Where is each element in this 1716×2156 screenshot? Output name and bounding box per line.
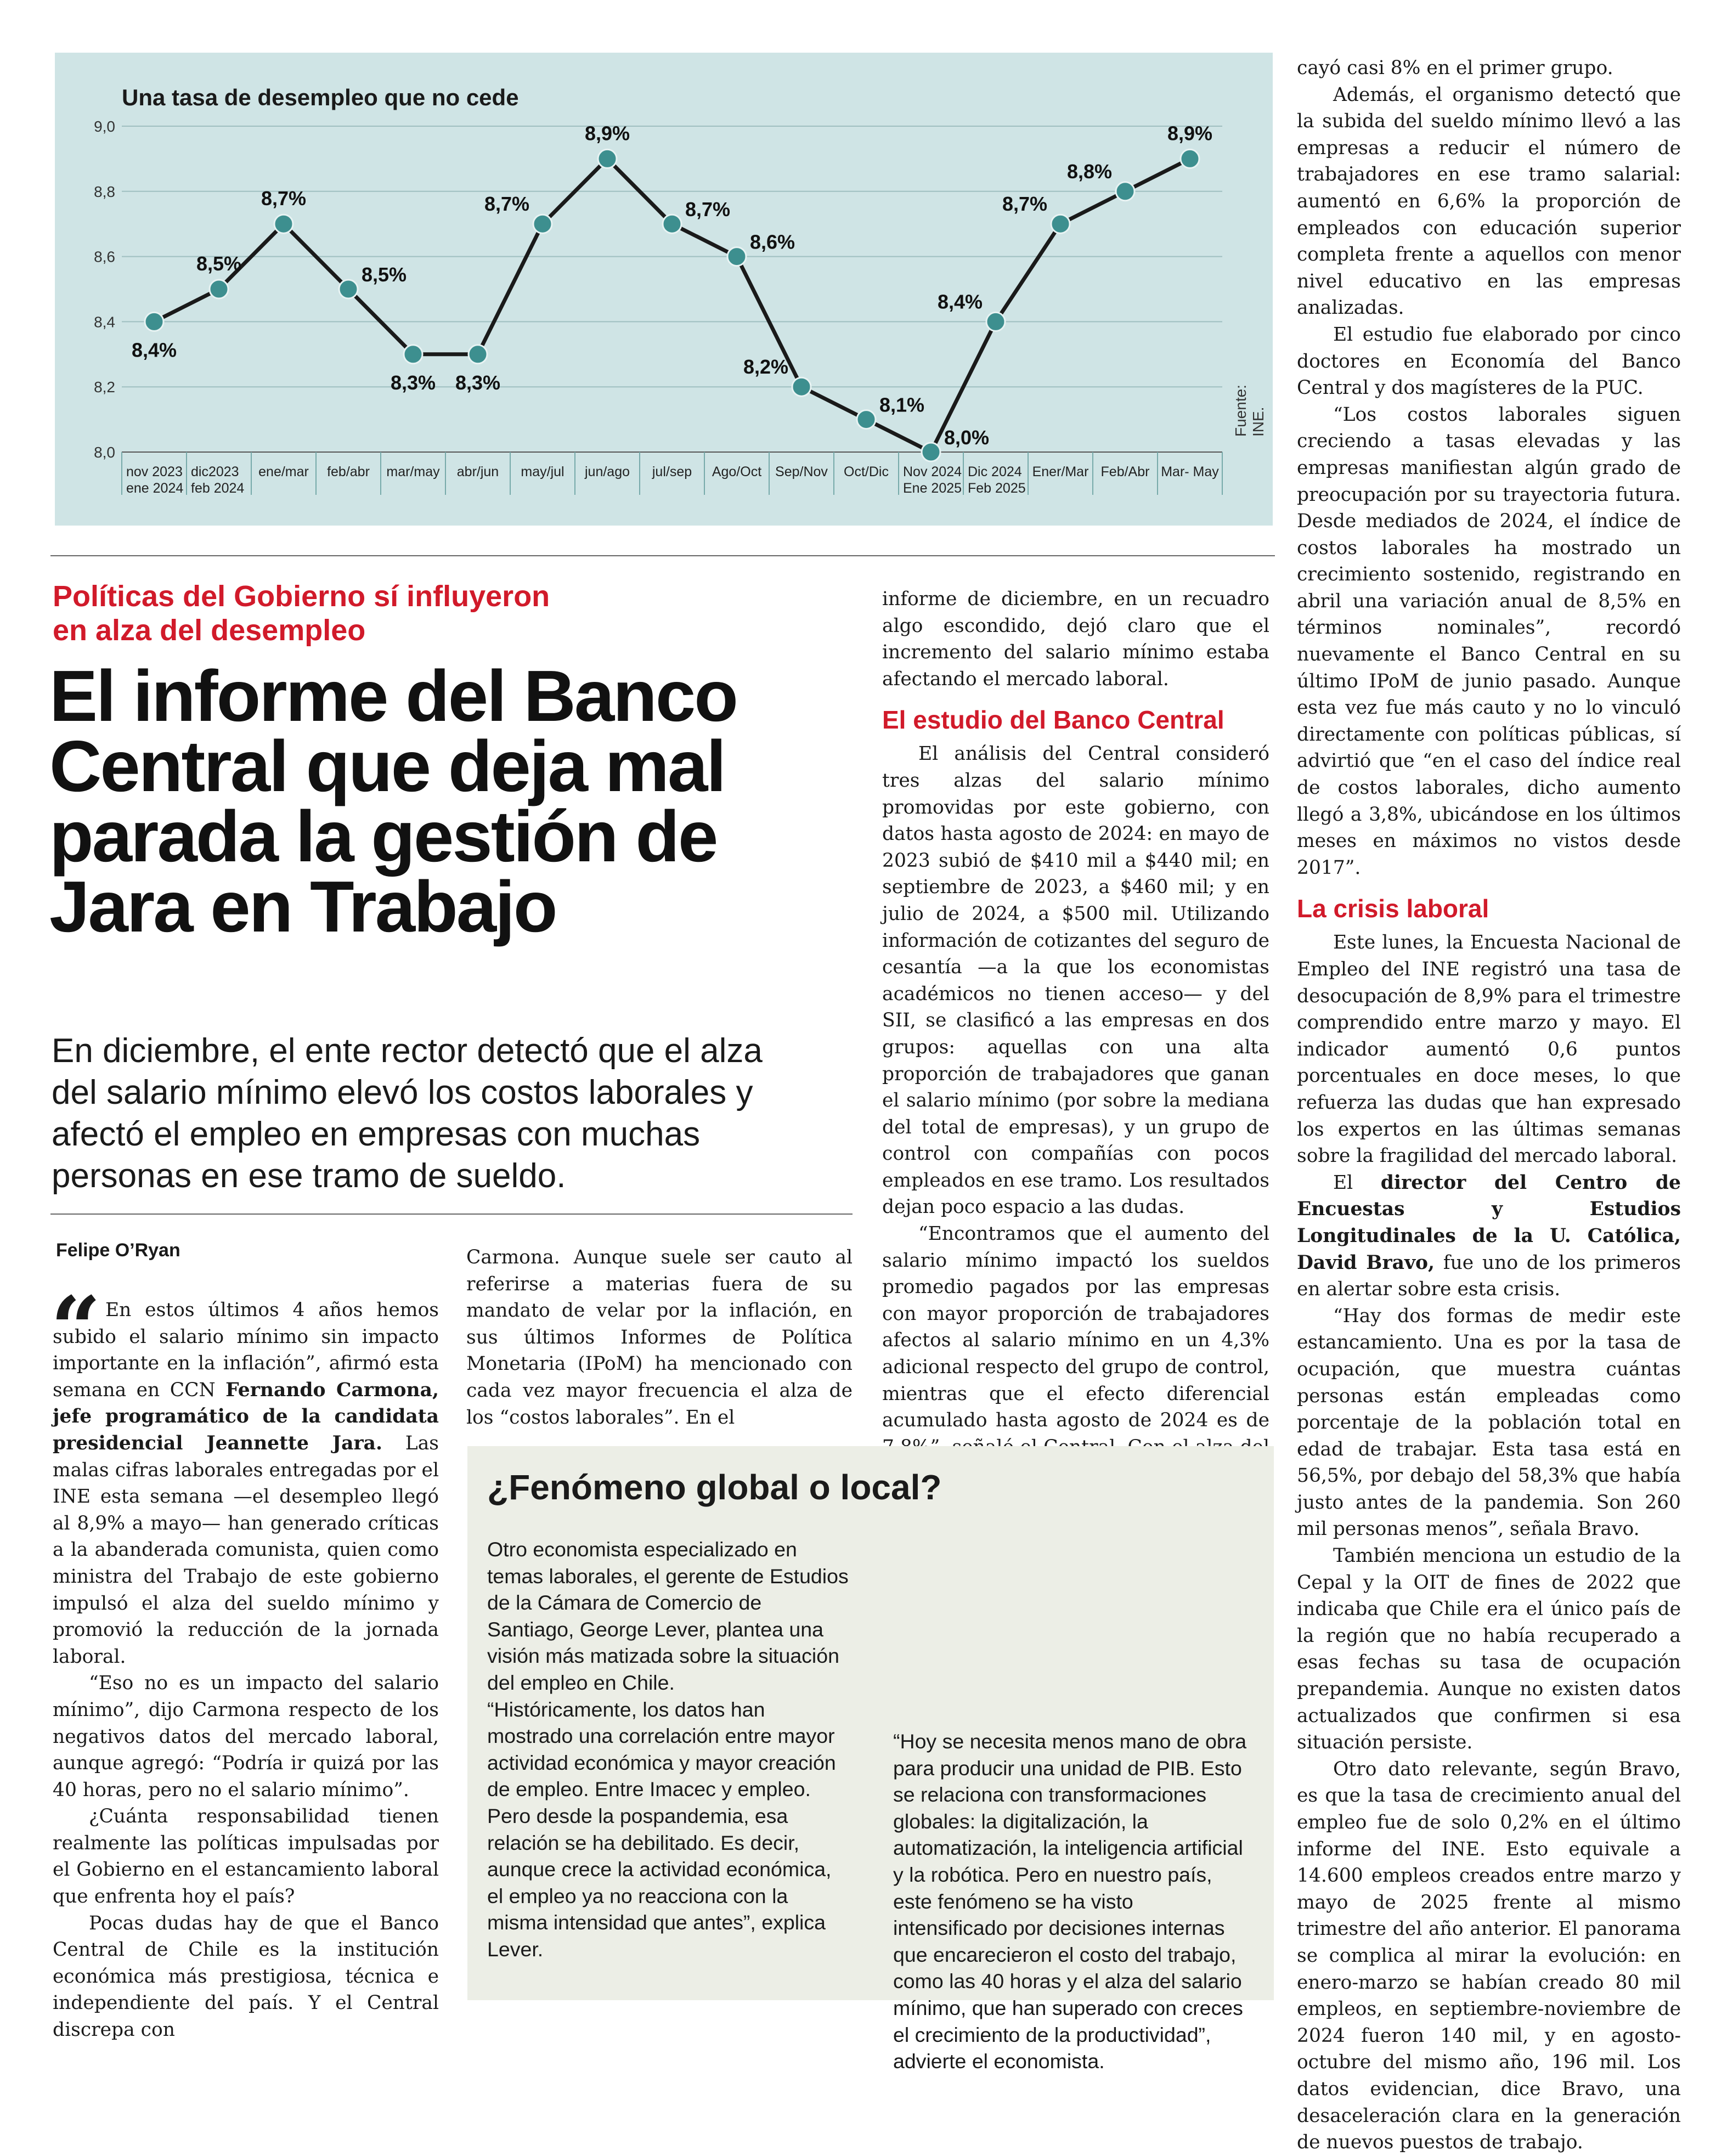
x-tick-label: nov 2023 (126, 464, 183, 479)
data-point (468, 345, 487, 364)
x-tick-label: jun/ago (584, 464, 630, 479)
paragraph: Pocas dudas hay de que el Banco Central de Chile es la institución económica más prestigiosa, técnica e independiente del país. Y el Central discrepa con (53, 1912, 439, 2041)
paragraph: “Los costos laborales siguen creciendo a tasas elevadas y las empresas manifiestan algún grado de preocupación por su trayectoria futura. Desde mediados de 2024, el índice de costos laborales ha mostrado un crecimiento sostenido, registrando en abril una variación anual de 8,5% en términos nominales”, recordó nuevamente el Banco Central en su último IPoM de junio pasado. Aunque esta vez fue más cauto y no lo vinculó directamente con políticas públicas, sí advirtió que “en el caso del índice real de costos laborales, dicho aumento llegó a 3,8%, ubicándose en los últimos meses en máximos no vistos desde 2017”. (1297, 403, 1681, 879)
paragraph: Además, el organismo detectó que la subida del sueldo mínimo llevó a las empresas a reducir el número de trabajadores en ese tramo salarial: aumentó en 6,6% la proporción de empleados con educación superior completa frente a aquellos con menor nivel educativo en las empresas analizadas. (1297, 83, 1681, 319)
y-tick-label: 9,0 (94, 118, 115, 135)
y-tick-label: 8,4 (94, 313, 115, 331)
data-label: 8,7% (1002, 193, 1047, 216)
x-tick-label: Ener/Mar (1032, 464, 1089, 479)
x-tick-label: Ene 2025 (903, 481, 962, 496)
y-tick-label: 8,8 (94, 183, 115, 200)
x-tick-label: ene/mar (258, 464, 309, 479)
headline-line: El informe del Banco (49, 656, 737, 736)
data-point (857, 410, 876, 429)
data-label: 8,7% (261, 187, 307, 210)
data-label: 8,6% (750, 230, 795, 253)
column-1 (53, 1297, 439, 2044)
data-point (986, 312, 1005, 331)
data-point (145, 312, 163, 331)
paragraph: El estudio fue elaborado por cinco doctores en Economía del Banco Central y dos magísteres de la PUC. (1297, 323, 1681, 399)
chart-title: Una tasa de desempleo que no cede (122, 84, 519, 110)
data-label: 8,9% (584, 122, 630, 145)
x-tick-label: mar/may (386, 464, 440, 479)
x-tick-label: Mar- May (1161, 464, 1219, 479)
data-point (1051, 215, 1070, 233)
data-label: 8,3% (390, 371, 436, 394)
data-point (404, 345, 422, 364)
subhead-crisis: La crisis laboral (1297, 894, 1489, 923)
data-point (339, 280, 358, 298)
x-tick-label: feb/abr (327, 464, 370, 479)
kicker-line: Políticas del Gobierno sí influyeron (53, 580, 550, 613)
data-label: 8,5% (362, 263, 407, 286)
paragraph: También menciona un estudio de la Cepal y la OIT de fines de 2022 que indicaba que Chile era el único país de la región que no había recuperado a esas fechas su tasa de ocupación prepandemia. Aunque no existen datos actualizados que confirmen si esa situación persiste. (1297, 1545, 1681, 1754)
paragraph: Otro economista especializado en temas laborales, el gerente de Estudios de la Cámara de Comercio de Santiago, George Lever, plantea una visión más matizada sobre la situación del empleo en Chile. (487, 1538, 849, 1694)
data-point (922, 443, 940, 461)
box-column-left (487, 1536, 849, 1963)
byline: Felipe O’Ryan (56, 1240, 180, 1261)
x-tick-label: abr/jun (456, 464, 499, 479)
x-tick-label: Dic 2024 (968, 464, 1022, 479)
paragraph: Otro dato relevante, según Bravo, es que la tasa de crecimiento anual del empleo fue de solo 0,2% en el último informe del INE. Esto equivale a 14.600 empleos creados entre marzo y mayo de 2025 frente al mismo trimestre del año anterior. El panorama se complica al mirar la evolución: en enero-marzo se habían creado 80 mil empleos, en septiembre-noviembre de 2024 fueron 140 mil, y en agosto-octubre del mismo año, 196 mil. Los datos evidencian, dice Bravo, una desaceleración clara en la generación de nuevos puestos de trabajo. (1297, 1758, 1681, 2154)
y-tick-label: 8,2 (94, 379, 115, 396)
paragraph: En estos últimos 4 años hemos subido el salario mínimo sin impacto importante en la inflación”, afirmó esta semana en CCN Fernando Carmona, jefe programático de la candidata presidencial Jeannette Jara. Las malas cifras laborales entregadas por el INE esta semana —el desempleo llegó al 8,9% a mayo— han generado críticas a la abanderada comunista, quien como ministra del Trabajo de este gobierno impulsó el alza del sueldo mínimo y promovió la reducción de la jornada laboral. (53, 1299, 439, 1668)
bold-name: Fernando Carmona, jefe programático de la candidata presidencial Jeannette Jara. (53, 1379, 439, 1454)
x-tick-label: Oct/Dic (844, 464, 889, 479)
paragraph: “Encontramos que el aumento del salario mínimo impactó los sueldos promedio pagados por las empresas con mayor proporción de trabajadores afectos al salario mínimo en un 4,3% adicional respecto del grupo de control, mientras que el efecto diferencial acumulado hasta agosto de 2024 es de (882, 1223, 1269, 1432)
paragraph: Este lunes, la Encuesta Nacional de Empleo del INE registró una tasa de desocupación de 8,9% para el trimestre comprendido entre marzo y mayo. El indicador aumentó 0,6 puntos porcentuales en doce meses, lo que refuerza las dudas que han expresado los expertos en las últimas semanas sobre la fragilidad del mercado laboral. (1297, 932, 1681, 1167)
chart-source: Fuente: INE. (1232, 385, 1267, 437)
data-label: 8,0% (944, 426, 990, 449)
data-point (598, 149, 617, 168)
data-point (533, 215, 552, 233)
box-column-right (893, 1728, 1251, 2075)
data-label: 8,4% (131, 338, 177, 362)
chart-plot (55, 53, 1273, 526)
sidebar-box (467, 1446, 1274, 2073)
paragraph: El director del Centro de Encuestas y Estudios Longitudinales de la U. Católica, David Bravo, fue uno de los primeros en alertar sobre esta crisis. (1297, 1171, 1681, 1301)
paragraph: informe de diciembre, en un recuadro algo escondido, dejó claro que el incremento del salario mínimo estaba afectando el mercado laboral. (882, 588, 1269, 690)
data-label: 8,5% (196, 252, 242, 275)
kicker-line: en alza del desempleo (53, 614, 366, 647)
headline-line: parada la gestión de (49, 796, 717, 877)
column-2 (466, 1244, 853, 1431)
x-tick-label: feb 2024 (191, 481, 245, 496)
data-point (1181, 149, 1199, 168)
data-point (727, 247, 746, 266)
quote-mark: “ (50, 1277, 101, 1380)
x-tick-label: dic2023 (191, 464, 239, 479)
data-point (210, 280, 228, 298)
data-label: 8,9% (1167, 122, 1213, 145)
divider-deck (50, 1214, 853, 1215)
deck-line: personas en ese tramo de sueldo. (52, 1157, 566, 1195)
x-tick-label: Feb/Abr (1100, 464, 1150, 479)
paragraph: “Hoy se necesita menos mano de obra para producir una unidad de PIB. Esto se relaciona con transformaciones globales: la digitalización, la automatización, la inteligencia artificial y la robótica. Pero en nuestro país, este fenómeno se ha visto intensificado por decisiones internas que encarecieron el costo del trabajo, como las 40 horas y el alza del salario mínimo, que han superado con creces el crecimiento de la productividad”, advierte el economista. (893, 1730, 1247, 2073)
column-3 (882, 586, 1269, 1487)
data-point (792, 377, 811, 396)
divider-top (50, 555, 1275, 556)
data-point (274, 215, 293, 233)
y-tick-label: 8,6 (94, 248, 115, 266)
headline-line: Jara en Trabajo (49, 866, 556, 947)
paragraph: cayó casi 8% en el primer grupo. (1297, 57, 1613, 79)
kicker (53, 579, 843, 647)
paragraph: “Históricamente, los datos han mostrado una correlación entre mayor actividad económica y mayor creación de empleo. Entre Imacec y empleo. Pero desde la pospandemia, esa relación se ha debilitado. Es decir, aunque crece la actividad económica, el empleo ya no reacciona con la misma intensidad que antes”, explica Lever. (487, 1697, 836, 1961)
deck-line: del salario mínimo elevó los costos laborales y (52, 1074, 753, 1111)
subhead-estudio: El estudio del Banco Central (882, 706, 1224, 735)
data-label: 8,1% (879, 393, 925, 416)
unemployment-chart (55, 53, 1273, 526)
headline-line: Central que deja mal (49, 726, 725, 806)
paragraph: “Hay dos formas de medir este estancamiento. Una es por la tasa de ocupación, que muestra cuántas personas están empleadas como porcentaje de la población total en edad de trabajar. Esta tasa está en 56,5%, por debajo del 58,3% que había justo antes de la pandemia. Son 260 mil personas menos”, señala Bravo. (1297, 1305, 1681, 1540)
deck (52, 1030, 863, 1197)
deck-line: afectó el empleo en empresas con muchas (52, 1115, 701, 1153)
data-point (1116, 182, 1134, 201)
x-tick-label: Feb 2025 (968, 481, 1026, 496)
box-title: ¿Fenómeno global o local? (487, 1468, 942, 1507)
x-tick-label: jul/sep (652, 464, 692, 479)
x-tick-label: Ago/Oct (712, 464, 762, 479)
deck-line: En diciembre, el ente rector detectó que el alza (52, 1032, 763, 1070)
data-label: 8,8% (1066, 160, 1112, 183)
paragraph: ¿Cuánta responsabilidad tienen realmente las políticas impulsadas por el Gobierno en el estancamiento laboral que enfrenta hoy el país? (53, 1805, 439, 1908)
bold-name: director del Centro de Encuestas y Estudios Longitudinales de la U. Católica, David Bravo, (1297, 1171, 1681, 1274)
y-tick-label: 8,0 (94, 444, 115, 461)
data-label: 8,7% (484, 193, 529, 216)
data-label: 8,3% (455, 371, 501, 394)
data-point (663, 215, 681, 233)
data-label: 8,2% (743, 355, 788, 379)
headline (49, 656, 861, 947)
column-4 (1297, 55, 1681, 2156)
paragraph: “Eso no es un impacto del salario mínimo”, dijo Carmona respecto de los negativos datos del mercado laboral, aunque agregó: “Podría ir quizá por las 40 horas, pero no el salario mínimo”. (53, 1672, 439, 1801)
paragraph: El análisis del Central consideró tres alzas del salario mínimo promovidas por este gobierno, con datos hasta agosto de 2024: en mayo de 2023 subió de $410 mil a $440 mil; en septiembre de 2023, a $460 mil; y en julio de 2024, a $500 mil. Utilizando información de cotizantes del seguro de cesantía —a la que los economistas académicos no tienen acceso— y del SII, se clasificó a las empresas en dos grupos: aquellas con una alta proporción de trabajadores que ganan el salario mínimo (por sobre la mediana del total de empresas), y un grupo de control con compañías con pocos empleados en ese tramo. Los resultados dejan poco espacio a las dudas. (882, 743, 1269, 1218)
paragraph: Carmona. Aunque suele ser cauto al referirse a materias fuera de su mandato de velar por la inflación, en sus últimos Informes de Política Monetaria (IPoM) ha mencionado con cada vez mayor frecuencia el alza de los “costos laborales”. En el (466, 1246, 853, 1429)
x-tick-label: may/jul (521, 464, 565, 479)
data-label: 8,4% (937, 290, 983, 313)
x-tick-label: Sep/Nov (775, 464, 828, 479)
data-label: 8,7% (685, 198, 731, 221)
x-tick-label: ene 2024 (126, 481, 184, 496)
x-tick-label: Nov 2024 (903, 464, 962, 479)
